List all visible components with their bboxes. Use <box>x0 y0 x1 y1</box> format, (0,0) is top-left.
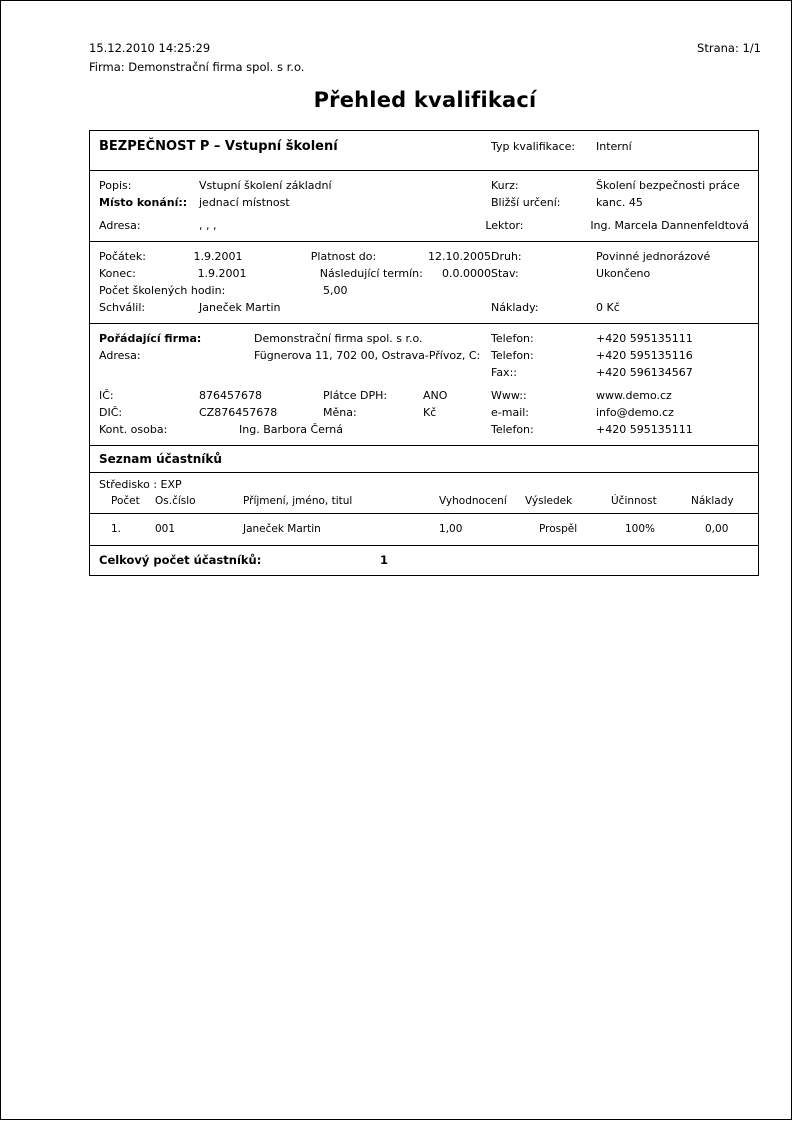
organizer-telefon2-label: Telefon: <box>491 349 534 362</box>
stredisko-label: Středisko : EXP <box>99 478 182 491</box>
column-header-os-cislo: Os.číslo <box>155 495 196 507</box>
mena-label: Měna: <box>323 406 357 419</box>
total-label: Celkový počet účastníků: <box>99 553 262 567</box>
qualification-identity-section <box>90 131 758 171</box>
popis-value: Vstupní školení základní <box>199 179 332 192</box>
header-datetime: 15.12.2010 14:25:29 <box>89 41 211 55</box>
konec-value: 1.9.2001 <box>197 267 247 280</box>
organizer-telefon2-value: +420 595135116 <box>596 349 693 362</box>
adresa-label: Adresa: <box>99 219 141 232</box>
page-title: Přehled kvalifikací <box>313 88 537 112</box>
cell-jmeno: Janeček Martin <box>243 523 321 535</box>
pocet-hodin-value: 5,00 <box>323 284 348 297</box>
email-label: e-mail: <box>491 406 530 419</box>
ic-label: IČ: <box>99 389 114 402</box>
blizsi-urceni-value: kanc. 45 <box>596 196 643 209</box>
www-label: Www:: <box>491 389 527 402</box>
pocatek-label: Počátek: <box>99 250 146 263</box>
stav-label: Stav: <box>491 267 519 280</box>
cell-vysledek: Prospěl <box>539 523 578 535</box>
naklady-value: 0 Kč <box>596 301 620 314</box>
cell-vyhodnoceni: 1,00 <box>439 523 463 535</box>
platce-dph-value: ANO <box>423 389 448 402</box>
email-value: info@demo.cz <box>596 406 674 419</box>
column-header-ucinnost: Účinnost <box>611 495 657 507</box>
organizer-telefon1-value: +420 595135111 <box>596 332 693 345</box>
cell-naklady: 0,00 <box>705 523 729 535</box>
poradajici-firma-label: Pořádající firma: <box>99 332 202 345</box>
column-header-jmeno: Příjmení, jméno, titul <box>243 495 353 507</box>
misto-value: jednací místnost <box>199 196 290 209</box>
lektor-value: Ing. Marcela Dannenfeldtová <box>590 219 749 232</box>
misto-label: Místo konání:: <box>99 196 188 209</box>
dic-label: DIČ: <box>99 406 123 419</box>
ic-value: 876457678 <box>199 389 262 402</box>
qualification-details-section <box>90 171 758 242</box>
table-row <box>99 514 749 545</box>
poradajici-firma-value: Demonstrační firma spol. s r.o. <box>254 332 423 345</box>
platnost-value: 12.10.2005 <box>428 250 491 263</box>
nasledujici-termin-value: 0.0.0000 <box>442 267 491 280</box>
participants-table-body <box>90 514 758 546</box>
naklady-label: Náklady: <box>491 301 539 314</box>
organizer-section <box>90 324 758 446</box>
platnost-label: Platnost do: <box>310 250 377 263</box>
organizer-fax-label: Fax:: <box>491 366 517 379</box>
column-header-naklady: Náklady <box>691 495 734 507</box>
column-header-pocet: Počet <box>111 495 140 507</box>
organizer-fax-value: +420 596134567 <box>596 366 693 379</box>
kontaktni-osoba-value: Ing. Barbora Černá <box>239 423 343 436</box>
blizsi-urceni-label: Bližší určení: <box>491 196 561 209</box>
organizer-adresa-label: Adresa: <box>99 349 141 362</box>
participants-table-header <box>90 491 758 514</box>
druh-value: Povinné jednorázové <box>596 250 711 263</box>
terms-section <box>90 242 758 324</box>
dic-value: CZ876457678 <box>199 406 278 419</box>
organizer-telefon3-value: +420 595135111 <box>596 423 693 436</box>
page-content <box>89 41 761 576</box>
cell-index: 1. <box>111 523 122 535</box>
mena-value: Kč <box>423 406 437 419</box>
popis-label: Popis: <box>99 179 132 192</box>
lektor-label: Lektor: <box>485 219 524 232</box>
cell-ucinnost: 100% <box>625 523 656 535</box>
kurz-value: Školení bezpečnosti práce <box>596 179 740 192</box>
table-header-row <box>99 491 749 513</box>
column-header-vysledek: Výsledek <box>525 495 573 507</box>
nasledujici-termin-label: Následující termín: <box>319 267 423 280</box>
type-value: Interní <box>596 140 632 153</box>
qualification-name: BEZPEČNOST P – Vstupní školení <box>99 139 338 154</box>
kontaktni-osoba-label: Kont. osoba: <box>99 423 168 436</box>
column-header-vyhodnoceni: Vyhodnocení <box>439 495 507 507</box>
header-company: Firma: Demonstrační firma spol. s r.o. <box>89 60 305 74</box>
total-value: 1 <box>380 553 389 567</box>
platce-dph-label: Plátce DPH: <box>323 389 388 402</box>
schvalil-label: Schválil: <box>99 301 146 314</box>
stav-value: Ukončeno <box>596 267 651 280</box>
adresa-value: , , , <box>199 219 217 232</box>
document-header <box>89 41 761 55</box>
organizer-telefon3-label: Telefon: <box>491 423 534 436</box>
participants-total-row <box>90 546 758 575</box>
participants-section-title: Seznam účastníků <box>90 446 758 473</box>
header-page-number: Strana: 1/1 <box>697 41 761 55</box>
schvalil-value: Janeček Martin <box>199 301 281 314</box>
pocet-hodin-label: Počet školených hodin: <box>99 284 226 297</box>
type-label: Typ kvalifikace: <box>491 140 576 153</box>
www-value: www.demo.cz <box>596 389 672 402</box>
druh-label: Druh: <box>491 250 522 263</box>
organizer-adresa-value: Fügnerova 11, 702 00, Ostrava-Přívoz, C: <box>254 349 481 362</box>
qualification-card <box>89 130 759 576</box>
pocatek-value: 1.9.2001 <box>193 250 243 263</box>
kurz-label: Kurz: <box>491 179 519 192</box>
konec-label: Konec: <box>99 267 136 280</box>
organizer-telefon1-label: Telefon: <box>491 332 534 345</box>
cell-os-cislo: 001 <box>155 523 176 535</box>
